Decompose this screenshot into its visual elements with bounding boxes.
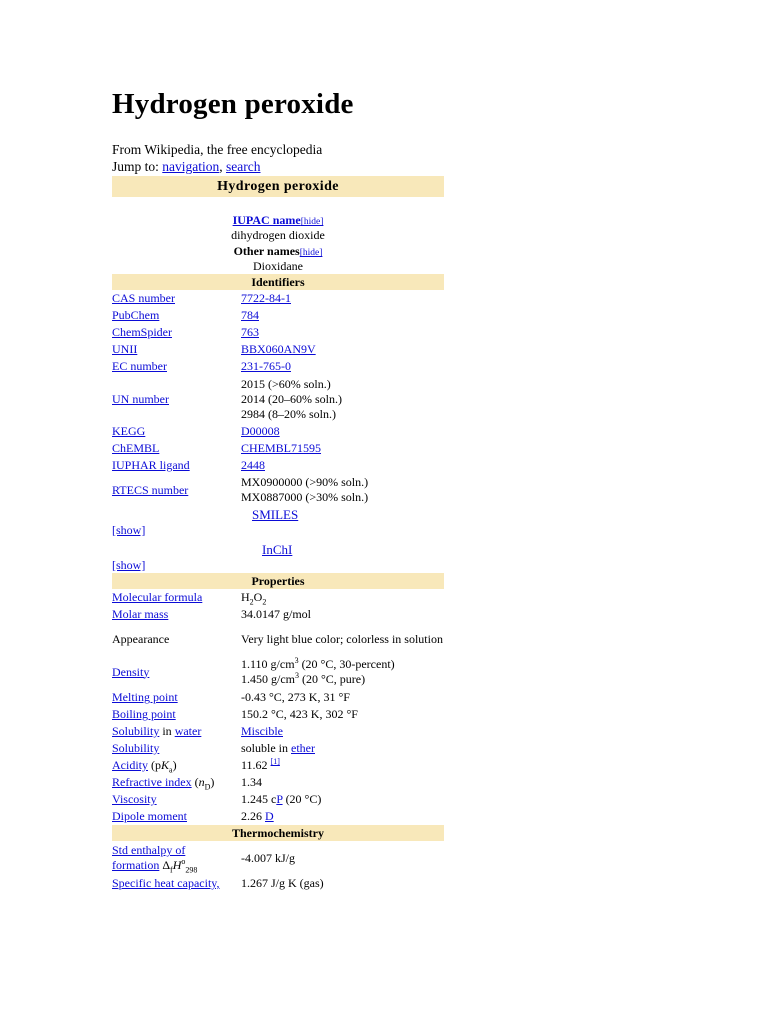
other-names-label: Other names — [233, 244, 300, 258]
solubility-row: Solubility soluble in ether — [112, 741, 315, 755]
kegg-value[interactable]: D00008 — [241, 424, 280, 438]
chembl-label[interactable]: ChEMBL — [112, 441, 160, 455]
chemspider-row — [112, 324, 444, 341]
rtecs-value-1: MX0900000 (>90% soln.) — [241, 475, 369, 489]
molar-label[interactable]: Molar mass — [112, 607, 169, 621]
cas-row — [112, 290, 444, 307]
page-title: Hydrogen peroxide — [112, 88, 354, 120]
appearance-row — [112, 623, 444, 655]
chemspider-value[interactable]: 763 — [241, 325, 259, 339]
boiling-row — [112, 706, 444, 723]
chembl-row — [112, 440, 444, 457]
pubchem-label[interactable]: PubChem — [112, 308, 160, 322]
cas-value[interactable]: 7722-84-1 — [241, 291, 291, 305]
pubchem-row — [112, 307, 444, 324]
un-value-3: 2984 (8–20% soln.) — [241, 406, 336, 421]
ec-value[interactable]: 231-765-0 — [241, 359, 291, 373]
un-label[interactable]: UN number — [112, 391, 169, 406]
iupac-name-link[interactable]: IUPAC name — [232, 213, 301, 227]
appearance-value: Very light blue color; colorless in solution — [241, 631, 443, 646]
chembl-value[interactable]: CHEMBL71595 — [241, 441, 322, 455]
pubchem-value[interactable]: 784 — [241, 308, 259, 322]
acidity-link[interactable]: Acidity — [112, 758, 148, 772]
unii-row — [112, 341, 444, 358]
refractive-value: 1.34 — [241, 775, 262, 789]
formula-row — [112, 589, 444, 606]
rtecs-row — [112, 474, 444, 506]
acidity-row: Acidity $(pK_a)$ 11.62 [1] — [112, 757, 280, 775]
formula-label[interactable]: Molecular formula — [112, 590, 203, 604]
formula-value: $H_2O_2$ — [241, 590, 267, 607]
density-label[interactable]: Density — [112, 664, 150, 679]
rtecs-value-2: MX0887000 (>30% soln.) — [241, 490, 369, 504]
iuphar-row — [112, 457, 444, 474]
search-link[interactable]: search — [226, 159, 261, 174]
iupac-name-header — [112, 213, 444, 228]
chembox — [112, 176, 444, 892]
solubility-water-row: Solubility in water Miscible — [112, 724, 283, 738]
viscosity-label[interactable]: Viscosity — [112, 792, 157, 806]
properties-header: Properties — [112, 573, 444, 589]
miscible-link[interactable]: Miscible — [241, 724, 283, 738]
kegg-label[interactable]: KEGG — [112, 424, 146, 438]
heat-capacity-label[interactable]: Specific heat capacity, — [112, 876, 220, 890]
melting-label[interactable]: Melting point — [112, 690, 178, 704]
rtecs-label[interactable]: RTECS number — [112, 482, 189, 497]
melting-row — [112, 689, 444, 706]
iuphar-value[interactable]: 2448 — [241, 458, 265, 472]
jump-separator: , — [219, 159, 227, 174]
un-row — [112, 375, 444, 423]
debye-link[interactable]: D — [265, 809, 274, 823]
navigation-link[interactable]: navigation — [162, 159, 220, 174]
density-value-2: 1.450 $g/cm^3$ (20 °C, pure) — [241, 671, 366, 686]
boiling-value: 150.2 °C, 423 K, 302 °F — [241, 707, 358, 721]
other-names-value: Dioxidane — [253, 259, 303, 273]
iupac-name-value: dihydrogen dioxide — [231, 228, 325, 242]
solubility-label[interactable]: Solubility — [112, 741, 160, 755]
ec-label[interactable]: EC number — [112, 359, 167, 373]
thermochemistry-header: Thermochemistry — [112, 825, 444, 841]
refractive-row: Refractive index $(n_D)$ 1.34 — [112, 774, 444, 791]
ec-row — [112, 358, 444, 375]
jump-prefix: Jump to: — [112, 159, 163, 174]
iuphar-label[interactable]: IUPHAR ligand — [112, 458, 190, 472]
jump-to-line — [112, 159, 261, 175]
reference-link[interactable]: [1] — [270, 757, 280, 766]
hide-link[interactable]: [hide] — [299, 248, 323, 258]
un-value-1: 2015 (>60% soln.) — [241, 376, 331, 391]
un-value-2: 2014 (20–60% soln.) — [241, 391, 342, 406]
enthalpy-link[interactable]: Std enthalpy of — [112, 843, 186, 857]
inchi-show-link[interactable]: [show] — [112, 558, 146, 572]
smiles-link[interactable]: SMILES — [252, 507, 299, 522]
molar-row — [112, 606, 444, 623]
kegg-row — [112, 423, 444, 440]
unii-value[interactable]: BBX060AN9V — [241, 342, 316, 356]
dipole-row: Dipole moment 2.26 D — [112, 809, 274, 823]
identifiers-header: Identifiers — [112, 274, 444, 290]
enthalpy-link-cont[interactable]: formation — [112, 858, 160, 872]
melting-value: -0.43 °C, 273 K, 31 °F — [241, 690, 350, 704]
hide-link[interactable]: [hide] — [300, 217, 324, 227]
other-names-header — [112, 243, 444, 259]
solubility-link[interactable]: Solubility — [112, 724, 160, 738]
enthalpy-value: -4.007 kJ/g — [241, 850, 295, 865]
unii-label[interactable]: UNII — [112, 342, 138, 356]
heat-capacity-row — [112, 875, 444, 892]
smiles-show-link[interactable]: [show] — [112, 523, 146, 537]
infobox-caption: Hydrogen peroxide — [112, 176, 444, 197]
poise-link[interactable]: P — [276, 792, 283, 806]
density-row — [112, 655, 444, 689]
ether-link[interactable]: ether — [291, 741, 315, 755]
refractive-link[interactable]: Refractive index — [112, 775, 192, 789]
chemspider-label[interactable]: ChemSpider — [112, 325, 172, 339]
enthalpy-row: Std enthalpy of formation $\Delta_fH^o_{298}$ -4.007 kJ/g — [112, 841, 444, 875]
viscosity-row: Viscosity 1.245 cP (20 °C) — [112, 792, 322, 806]
cas-label[interactable]: CAS number — [112, 291, 175, 305]
dipole-label[interactable]: Dipole moment — [112, 809, 187, 823]
inchi-link[interactable]: InChI — [262, 542, 293, 557]
molar-value: 34.0147 g/mol — [241, 607, 312, 621]
tagline: From Wikipedia, the free encyclopedia — [112, 142, 323, 157]
heat-capacity-value: 1.267 J/g K (gas) — [241, 876, 324, 890]
water-link[interactable]: water — [174, 724, 202, 738]
appearance-label: Appearance — [112, 631, 170, 646]
boiling-label[interactable]: Boiling point — [112, 707, 176, 721]
density-value-1: 1.110 $g/cm^3$ (20 °C, 30-percent) — [241, 656, 395, 671]
